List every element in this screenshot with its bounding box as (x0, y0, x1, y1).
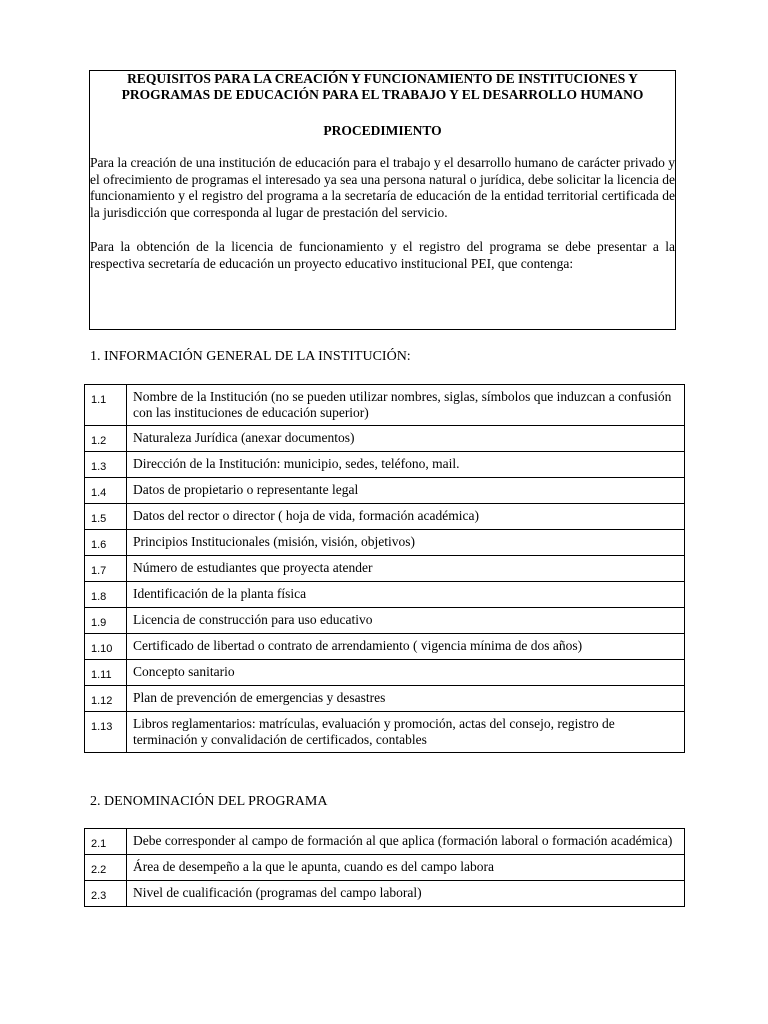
table-row (85, 660, 685, 686)
row-number: 2.2 (85, 855, 127, 881)
row-number: 1.3 (85, 452, 127, 478)
row-text: Datos de propietario o representante legal (127, 478, 685, 504)
row-text: Datos del rector o director ( hoja de vida, formación académica) (127, 504, 685, 530)
row-text: Dirección de la Institución: municipio, sedes, teléfono, mail. (127, 452, 685, 478)
procedure-heading: PROCEDIMIENTO (323, 123, 442, 138)
document-title (90, 71, 675, 103)
row-text: Debe corresponder al campo de formación al que aplica (formación laboral o formación académica) (127, 829, 685, 855)
table-row (85, 608, 685, 634)
table-row (85, 426, 685, 452)
table-row (85, 530, 685, 556)
row-number: 1.11 (85, 660, 127, 686)
row-number: 1.8 (85, 582, 127, 608)
row-number: 1.1 (85, 385, 127, 426)
row-text: Principios Institucionales (misión, visión, objetivos) (127, 530, 685, 556)
row-text: Número de estudiantes que proyecta atender (127, 556, 685, 582)
row-text: Área de desempeño a la que le apunta, cuando es del campo labora (127, 855, 685, 881)
section-1-heading: 1. INFORMACIÓN GENERAL DE LA INSTITUCIÓN: (90, 349, 411, 364)
header-box (89, 70, 676, 330)
table-row (85, 712, 685, 753)
table-row (85, 452, 685, 478)
row-number: 1.12 (85, 686, 127, 712)
row-text: Concepto sanitario (127, 660, 685, 686)
row-text: Identificación de la planta física (127, 582, 685, 608)
table-row (85, 504, 685, 530)
table-row (85, 855, 685, 881)
title-line-2: PROGRAMAS DE EDUCACIÓN PARA EL TRABAJO Y EL DESARROLLO HUMANO (121, 87, 644, 102)
table-row (85, 829, 685, 855)
requirements-paragraph: Para la obtención de la licencia de funcionamiento y el registro del programa se debe presentar a la respectiva secretaría de educación un proyecto educativo institucional PEI, que contenga: (90, 239, 675, 271)
row-number: 1.5 (85, 504, 127, 530)
title-line-1: REQUISITOS PARA LA CREACIÓN Y FUNCIONAMIENTO DE INSTITUCIONES Y (127, 71, 638, 86)
table-row (85, 556, 685, 582)
row-number: 1.9 (85, 608, 127, 634)
row-text: Licencia de construcción para uso educativo (127, 608, 685, 634)
table-row (85, 881, 685, 907)
row-number: 1.7 (85, 556, 127, 582)
section-2-table (84, 828, 685, 907)
table-row (85, 478, 685, 504)
row-number: 1.4 (85, 478, 127, 504)
row-text: Plan de prevención de emergencias y desastres (127, 686, 685, 712)
row-text: Certificado de libertad o contrato de arrendamiento ( vigencia mínima de dos años) (127, 634, 685, 660)
row-text: Naturaleza Jurídica (anexar documentos) (127, 426, 685, 452)
intro-paragraph: Para la creación de una institución de educación para el trabajo y el desarrollo humano de carácter privado y el ofrecimiento de programas el interesado ya sea una persona natural o jurídica, debe solicitar la licencia de funcionamiento y el registro del programa a la secretaría de educación de la entidad territorial certificada de la jurisdicción que corresponda al lugar de prestación del servicio. (90, 155, 675, 220)
row-number: 2.1 (85, 829, 127, 855)
row-number: 1.2 (85, 426, 127, 452)
row-text: Nivel de cualificación (programas del campo laboral) (127, 881, 685, 907)
section-1-table (84, 384, 685, 753)
table-row (85, 385, 685, 426)
row-number: 1.13 (85, 712, 127, 753)
row-text: Libros reglamentarios: matrículas, evaluación y promoción, actas del consejo, registro de terminación y convalidación de certificados, contables (127, 712, 685, 753)
row-text: Nombre de la Institución (no se pueden utilizar nombres, siglas, símbolos que induzcan a confusión con las instituciones de educación superior) (127, 385, 685, 426)
table-row (85, 686, 685, 712)
row-number: 1.6 (85, 530, 127, 556)
section-2-heading: 2. DENOMINACIÓN DEL PROGRAMA (90, 794, 328, 809)
table-row (85, 634, 685, 660)
table-row (85, 582, 685, 608)
row-number: 1.10 (85, 634, 127, 660)
row-number: 2.3 (85, 881, 127, 907)
